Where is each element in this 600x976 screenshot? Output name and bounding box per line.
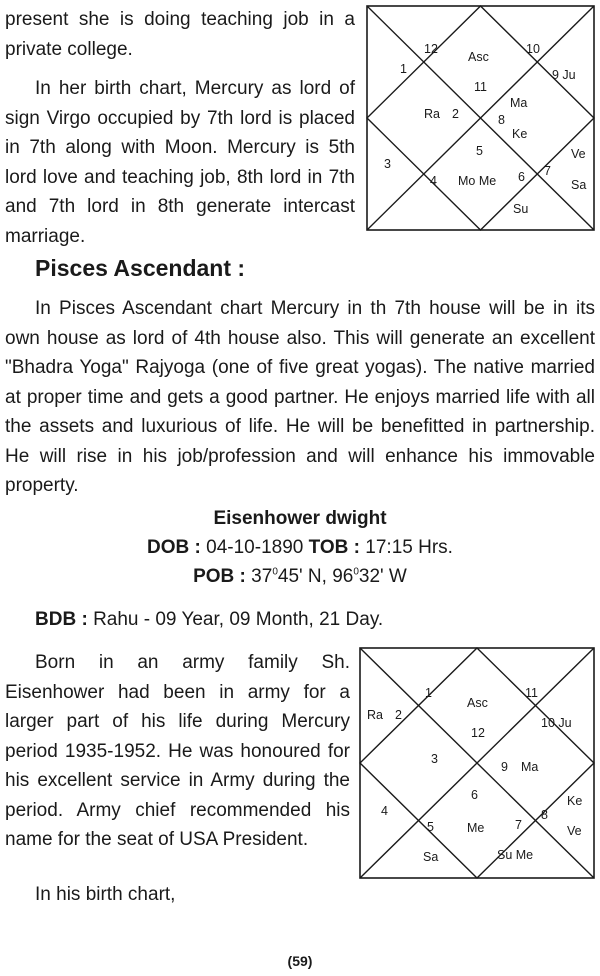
pob-lat-deg: 37	[251, 566, 273, 587]
chart2-label: Sa	[423, 850, 439, 864]
profile-bdb	[35, 605, 595, 635]
chart1-label: 8	[498, 113, 505, 127]
chart1-label: 3	[384, 157, 391, 171]
dob-value: 04-10-1890	[206, 537, 304, 558]
profile-dob-tob	[0, 537, 600, 559]
chart2-label: 10 Ju	[541, 716, 572, 730]
tob-label: TOB :	[308, 537, 361, 558]
chart1-label: Ke	[512, 127, 528, 141]
chart2-label: Ke	[567, 794, 583, 808]
bdb-label: BDB :	[35, 609, 88, 630]
chart2-label: Me	[467, 821, 485, 835]
degree-sign: 0	[353, 566, 359, 578]
profile-name: Eisenhower dwight	[213, 508, 387, 529]
chart1-label: 11	[474, 80, 487, 94]
birth-chart-1	[366, 5, 595, 231]
chart1-label: Su	[513, 202, 529, 216]
birth-chart-2	[359, 647, 595, 879]
tob-value: 17:15 Hrs.	[365, 537, 453, 558]
chart1-label: Asc	[468, 50, 489, 64]
chart2-label: 9	[501, 760, 508, 774]
chart1-label: 7	[544, 164, 551, 178]
chart1-label: 4	[430, 174, 437, 188]
chart2-label: Ra	[367, 708, 383, 722]
paragraph-closing: In his birth chart,	[35, 884, 176, 905]
paragraph-intro: present she is doing teaching job in a private college.	[5, 9, 355, 60]
dob-label: DOB :	[147, 537, 201, 558]
chart1-label: 6	[518, 170, 525, 184]
paragraph-born: Born in an army family Sh. Eisenhower had been in army for a larger part of his life during Mercury period 1935-1952. He was honoured for his excellent service in Army during the period. Army chief recommended his name for the seat of USA President.	[5, 652, 350, 850]
paragraph-birth-chart-1: In her birth chart, Mercury as lord of sign Virgo occupied by 7th lord is placed in 7th along with Moon. Mercury is 5th lord love and teaching job, 8th lord in 7th and 7th lord in 8th generate intercast marriage.	[5, 78, 355, 247]
bdb-value: Rahu - 09 Year, 09 Month, 21 Day.	[93, 609, 384, 630]
chart1-label: Mo Me	[458, 174, 497, 188]
pob-lat-rest: 45' N, 96	[277, 566, 354, 587]
pob-label: POB :	[193, 566, 246, 587]
degree-sign: 0	[272, 566, 278, 578]
profile-pob	[0, 566, 600, 588]
chart2-label: Su Me	[497, 848, 534, 862]
page-number: (59)	[287, 953, 313, 969]
pob-lon-rest: 32' W	[358, 566, 407, 587]
chart1-label: 5	[476, 144, 483, 158]
chart2-label: 11	[525, 686, 538, 700]
chart2-label: 1	[425, 686, 432, 700]
chart2-label: 3	[431, 752, 438, 766]
chart2-label: 7	[515, 818, 522, 832]
paragraph-pisces: In Pisces Ascendant chart Mercury in th 7th house will be in its own house as lord of 4th house also. This will generate an excellent "Bhadra Yoga" Rajyoga (one of five great yogas). The native married at proper time and gets a good partner. He enjoys married life with all the assets and luxurious of life. He will be benefitted in partnership. He will rise in his job/profession and will enhance his immovable property.	[5, 298, 595, 496]
chart1-label: Ra	[424, 107, 440, 121]
chart2-label: 12	[471, 726, 485, 740]
chart2-label: Asc	[467, 696, 488, 710]
chart2-label: 5	[427, 820, 434, 834]
chart2-label: Ve	[567, 824, 582, 838]
chart2-label: 2	[395, 708, 402, 722]
chart1-label: Ma	[510, 96, 528, 110]
chart2-label: Ma	[521, 760, 539, 774]
chart2-label: 8	[541, 808, 548, 822]
chart1-label: Ve	[571, 147, 586, 161]
chart1-label: 2	[452, 107, 459, 121]
chart2-label: 4	[381, 804, 388, 818]
chart1-label: 9 Ju	[552, 68, 576, 82]
chart1-label: 12	[424, 42, 438, 56]
chart2-label: 6	[471, 788, 478, 802]
section-heading-pisces: Pisces Ascendant :	[35, 255, 246, 281]
chart1-label: Sa	[571, 178, 587, 192]
chart1-label: 10	[526, 42, 540, 56]
chart1-label: 1	[400, 62, 407, 76]
